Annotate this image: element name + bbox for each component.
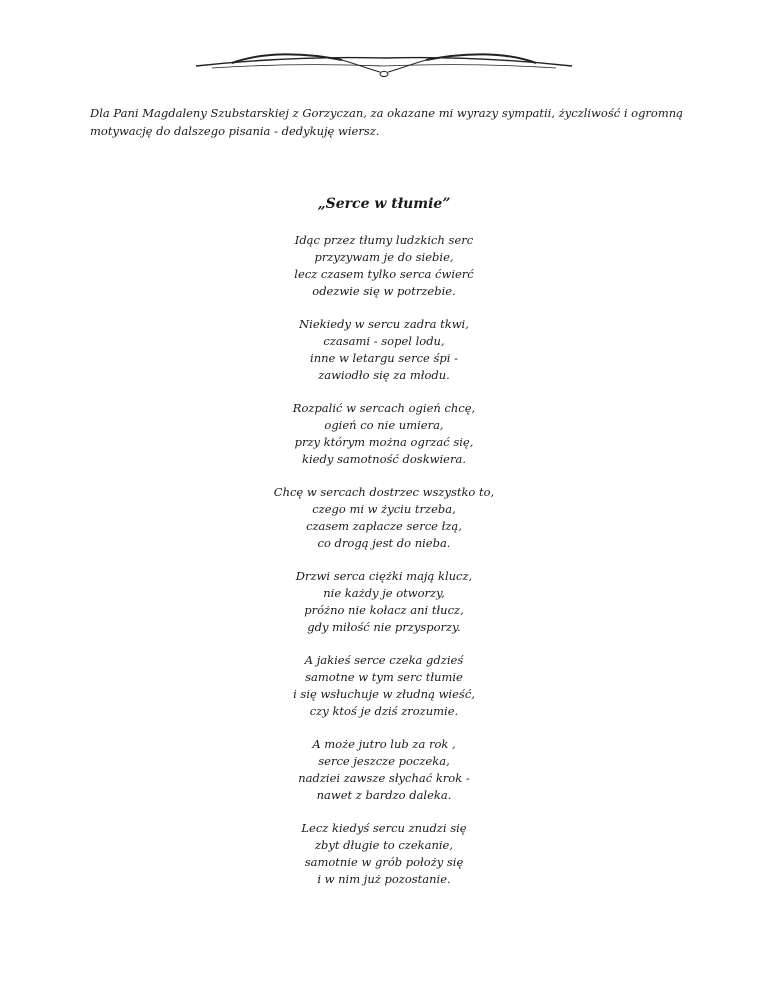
poem-line: zbyt długie to czekanie, <box>314 838 454 852</box>
poem-line: czego mi w życiu trzeba, <box>312 502 456 516</box>
poem-line: przy którym można ogrzać się, <box>294 435 474 449</box>
poem-line: próżno nie kołacz ani tłucz, <box>304 603 464 617</box>
poem-line: co drogą jest do nieba. <box>317 536 451 550</box>
stanza <box>0 652 768 720</box>
stanza <box>0 316 768 384</box>
poem-line: gdy miłość nie przysporzy. <box>307 620 461 634</box>
stanza <box>0 400 768 468</box>
stanza <box>0 484 768 552</box>
poem-line: Rozpalić w sercach ogień chcę, <box>292 401 476 415</box>
flourish-divider-icon <box>192 46 576 82</box>
poem-line: nawet z bardzo daleka. <box>316 788 452 802</box>
poem-line: odezwie się w potrzebie. <box>312 284 456 298</box>
poem-line: przyzywam je do siebie, <box>314 250 454 264</box>
poem-line: serce jeszcze poczeka, <box>318 754 450 768</box>
poem-line: ogień co nie umiera, <box>324 418 444 432</box>
poem-title: „Serce w tłumie” <box>317 196 451 212</box>
stanza <box>0 820 768 888</box>
poem-line: A jakieś serce czeka gdzieś <box>304 653 464 667</box>
poem-line: A może jutro lub za rok , <box>312 737 456 751</box>
poem-line: Drzwi serca ciężki mają klucz, <box>295 569 473 583</box>
poem-line: Niekiedy w sercu zadra tkwi, <box>299 317 469 331</box>
poem-line: czasami - sopel lodu, <box>323 334 445 348</box>
poem-line: i w nim już pozostanie. <box>317 872 451 886</box>
poem-line: Chcę w sercach dostrzec wszystko to, <box>273 485 495 499</box>
dedication-line: motywację do dalszego pisania - dedykuję wiersz. <box>90 124 380 138</box>
poem-line: inne w letargu serce śpi - <box>310 351 458 365</box>
poem-line: lecz czasem tylko serca ćwierć <box>294 267 474 281</box>
stanza <box>0 232 768 300</box>
poem-line: Lecz kiedyś sercu znudzi się <box>301 821 467 835</box>
poem-line: kiedy samotność doskwiera. <box>302 452 466 466</box>
poem-line: czy ktoś je dziś zrozumie. <box>309 704 459 718</box>
poem-line: nie każdy je otworzy, <box>323 586 445 600</box>
poem-line: zawiodło się za młodu. <box>318 368 450 382</box>
poem-line: samotne w tym serc tłumie <box>305 670 463 684</box>
poem-line: Idąc przez tłumy ludzkich serc <box>294 233 474 247</box>
stanza <box>0 568 768 636</box>
poem-body <box>0 232 768 904</box>
poem-line: czasem zapłacze serce łzą, <box>306 519 462 533</box>
poem-line: i się wsłuchuje w złudną wieść, <box>293 687 475 701</box>
stanza <box>0 736 768 804</box>
poem-line: samotnie w grób położy się <box>304 855 464 869</box>
dedication-line: Dla Pani Magdaleny Szubstarskiej z Gorzyczan, za okazane mi wyrazy sympatii, życzliwość i ogromną <box>90 106 684 120</box>
dedication <box>90 104 690 140</box>
poem-line: nadziei zawsze słychać krok - <box>298 771 470 785</box>
